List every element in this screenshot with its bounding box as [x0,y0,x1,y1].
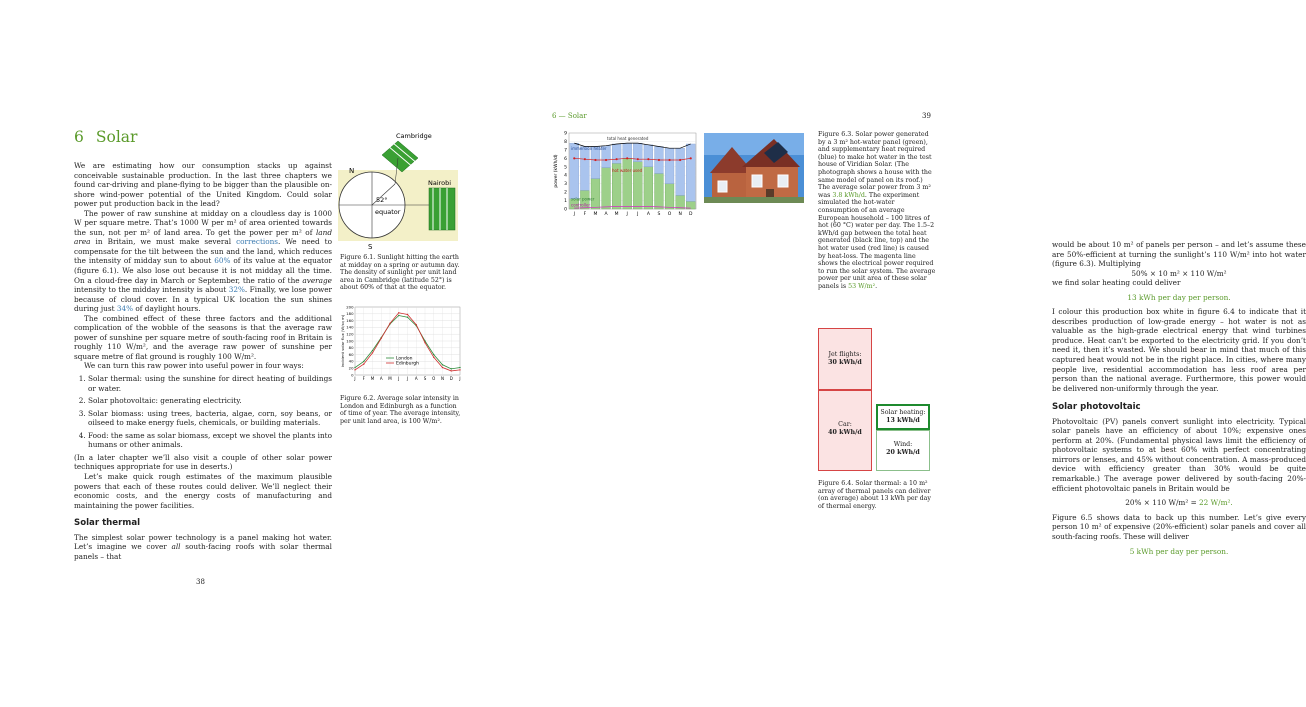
data-point [442,367,443,368]
annotation-label: solar power [571,196,595,202]
x-tick-label: J [459,376,461,381]
x-tick-label: M [388,376,392,381]
x-tick-label: M [614,212,619,217]
chart-y-ticks [346,304,354,377]
caption-value-wm2: 53 W/m² [848,282,876,290]
page-number-left: 38 [196,578,205,586]
y-tick-label: 2 [564,190,567,196]
data-point [573,157,575,159]
bar-immersion-heater [570,143,579,199]
figure-6-3-solar-hot-water-chart [552,129,700,224]
south-label: S [368,243,373,251]
intro-paragraph: We are estimating how our consumption stacks up against conceivable sustainable production. In the last three chapters we found car-driving and plane-flying to be bigger than the plausible on-shore wind-power potential of the United Kingdom. Could solar power put production back in the lead? [74,161,332,209]
y-tick-label: 0 [351,372,354,378]
annotation-label: total heat generated [607,135,649,141]
house-photograph [704,133,804,203]
data-point [605,159,607,161]
data-point [690,157,692,159]
chapter-heading [74,128,137,146]
data-point [389,323,390,324]
solar-heating-box [876,404,930,430]
data-point [354,367,355,368]
list-item: 4. Food: the same as solar biomass, except we shovel the plants into humans or other animals. [88,431,332,450]
left-page [0,0,500,707]
x-tick-label: M [593,212,598,217]
solar-heating-label: Solar heating: [880,409,926,416]
paragraph-could-deliver: we find solar heating could deliver [1052,278,1181,288]
list-item: 1. Solar thermal: using the sunshine for direct heating of buildings or water. [88,374,332,393]
data-point [459,367,460,368]
y-tick-label: 5 [564,165,567,171]
cambridge-label: Cambridge [396,132,432,140]
bar-solar-power [655,174,664,209]
data-point [398,315,399,316]
right-page [500,0,1306,707]
annotation-label: immersion heater [571,145,607,151]
chart-y-label: incident solar flux (W/sq m) [340,314,345,368]
bar-immersion-heater [644,145,653,167]
bar-solar-power [623,158,632,209]
bar-immersion-heater [665,148,674,183]
x-tick-label: J [637,212,639,217]
caption-value-kwh: 3.8 kWh/d [832,191,865,199]
left-body [74,161,332,561]
section-heading-photovoltaic: Solar photovoltaic [1052,402,1141,413]
data-point [626,157,628,159]
paragraph-raw-sunshine: The power of raw sunshine at midday on a cloudless day is 1000 W per square metre. That’s 1000 W per m² of area oriented towards the sun, not per m² of land area. To get the power per m² of land area in Britain, we must make several corrections. We need to compensate for the tilt between the sun and the land, which reduces the intensity of midday sun to about 60% of its value at the equator (figure 6.1). We also lose out because it is not midday all the time. On a cloud-free day in March or September, the ratio of the average intensity to the midday intensity is about 32%. Finally, we lose power because of cloud cover. In a typical UK location the sun shines during just 34% of daylight hours. [74,208,333,314]
data-point [372,350,373,351]
legend-edinburgh: Edinburgh [396,361,419,367]
y-tick-label: 200 [346,304,354,310]
car-label: Car: [838,421,852,428]
data-point [451,368,452,369]
figure-6-3-caption: Figure 6.3. Solar power generated by a 3 m² hot-water panel (green), and supplementary heat required (blue) to make hot water in the test house of Viridian Solar. (The photograph shows a house with the same model of panel on its roof.) The average solar power from 3 m² was 3.8 kWh/d. The experiment simulated the hot-water consumption of an average European household – 100 litres of hot (60 °C) water per day. The 1.5–2 kWh/d gap between the total heat generated (black line, top) and the hot water used (red line) is caused by heat-loss. The magenta line shows the electrical power required to run the solar system. The average power per unit area of these solar panels is 53 W/m². [818,131,936,290]
bar-immersion-heater [686,144,695,201]
x-tick-label: O [667,212,672,217]
bar-immersion-heater [623,143,632,158]
paragraph-figure-6-5: Figure 6.5 shows data to back up this number. Let’s give every person 10 m² of expensive (20%-efficient) solar panels and cover all south-facing roofs. These will deliver [1052,512,1306,541]
y-tick-label: 6 [564,156,567,162]
x-tick-label: N [441,376,444,381]
wind-box [876,430,930,471]
bar-immersion-heater [676,148,685,195]
jet-flights-value: 30 kWh/d [828,359,862,366]
y-tick-label: 40 [348,358,354,364]
bar-immersion-heater [591,147,600,179]
y-tick-label: 8 [564,139,567,145]
y-tick-label: 120 [346,331,354,337]
data-point [381,338,382,339]
cambridge-sun-rays [382,141,418,172]
x-tick-label: A [604,212,608,217]
paragraph-deserts: (In a later chapter we’ll also visit a couple of other solar power techniques appropriate for use in deserts.) [74,452,332,472]
x-tick-label: A [646,212,650,217]
equation-photovoltaic: 20% × 110 W/m² = 22 W/m². [1125,498,1233,508]
wind-label: Wind: [893,441,913,448]
y-tick-label: 3 [564,182,567,188]
y-tick-label: 100 [346,338,354,344]
paragraph-combined-effect: The combined effect of these three factors and the additional complication of the wobble of the seasons is that the average raw power of sunshine per square metre of south-facing roof in Britain is roughly 110 W/m², and the average raw power of sunshine per square metre of flat ground is roughly 100 W/m². [74,313,332,361]
right-body [1052,240,1306,563]
equation-result: 22 W/m². [1199,498,1233,508]
figure-6-1-sun-earth-diagram [338,128,458,253]
chart-x-ticks [573,211,693,217]
x-tick-label: O [432,376,436,381]
data-point [372,352,373,353]
car-value: 40 kWh/d [828,429,862,436]
data-point [363,363,364,364]
paragraph-production-box: I colour this production box white in figure 6.4 to indicate that it describes production of low-grade energy – hot water is not as valuable as the high-grade electrical energy that wind turbines produce. Heat can’t be exported to the electricity grid. If you don’t need it, then it’s wasted. We should bear in mind that much of this captured heat would not be in the right place. In cities, where many people live, residential accommodation has less roof area per person than the national average. Furthermore, this power would be delivered non-uniformly through the year. [1052,307,1306,393]
x-tick-label: J [573,212,575,217]
x-tick-label: A [379,376,383,381]
data-point [354,369,355,370]
bar-solar-power [602,168,611,209]
chapter-title: Solar [95,128,138,146]
chart-y-label: power (kWh/d) [554,154,559,188]
wind-value: 20 kWh/d [886,449,920,456]
pct-60-link[interactable]: 60% [214,256,231,266]
result-solar-heating: 13 kWh per day per person. [1127,292,1231,302]
y-tick-label: 7 [564,148,567,154]
chapter-number: 6 [74,128,84,146]
y-tick-label: 9 [564,131,567,137]
paragraph-photovoltaic: Photovoltaic (PV) panels convert sunlight into electricity. Typical solar panels have an efficiency of about 10%; expensive ones perform at 20%. (Fundamental physical laws limit the efficiency of photovoltaic systems to at best 60% with perfect concentrating mirrors or lenses, and 45% without concentration. A mass-produced device with efficiency greater than 30% would be quite remarkable.) The average power delivered by south-facing 20%-efficient photovoltaic panels in Britain would be [1052,416,1306,493]
data-point [584,158,586,160]
x-tick-label: N [678,212,682,217]
annotation-label: controller [571,202,591,208]
bar-immersion-heater [612,144,621,163]
chart-legend [386,356,419,367]
y-tick-label: 1 [564,199,567,205]
x-tick-label: J [354,376,356,381]
chart-y-ticks [564,131,567,213]
data-point [398,312,399,313]
x-tick-label: J [398,376,400,381]
data-point [451,370,452,371]
x-tick-label: S [423,376,427,381]
angle-label: 52° [376,196,388,204]
north-label: N [349,167,355,175]
annotation-label: hot water used [612,167,643,173]
x-tick-label: M [370,376,375,381]
x-tick-label: J [626,212,628,217]
y-tick-label: 60 [348,351,354,357]
list-item: 3. Solar biomass: using trees, bacteria, algae, corn, soy beans, or oilseed to make energy fuels, chemicals, or building materials. [88,409,332,428]
paragraph-four-ways: We can turn this raw power into useful power in four ways: [84,361,304,371]
data-point [637,158,639,160]
y-tick-label: 4 [564,173,567,179]
solar-heating-value: 13 kWh/d [886,417,920,424]
y-tick-label: 20 [348,365,354,371]
bar-solar-power [591,179,600,209]
chart-x-ticks [353,376,460,381]
data-point [433,354,434,355]
paragraph-estimates: Let’s make quick rough estimates of the maximum plausible powers that each of these routes could deliver. We’ll neglect their economic costs, and the energy costs of manufacturing and maintaining the power facilities. [74,471,332,510]
y-tick-label: 140 [346,324,354,330]
nairobi-label: Nairobi [428,179,452,187]
equator-label: equator [375,208,401,216]
data-point [459,369,460,370]
pct-32-link[interactable]: 32% [228,285,245,295]
running-head: 6 — Solar [552,112,587,120]
legend-london: London [396,356,413,362]
solar-uses-list [74,374,332,450]
paragraph-solar-thermal: The simplest solar power technology is a panel making hot water. Let’s imagine we cover all south-facing roofs with solar thermal panels – that [74,532,332,561]
result-photovoltaic: 5 kWh per day per person. [1129,547,1229,557]
bar-immersion-heater [580,147,589,191]
car-box [818,390,872,471]
figure-6-4-caption: Figure 6.4. Solar thermal: a 10 m² array of thermal panels can deliver (on average) about 13 kWh per day of thermal energy. [818,480,931,510]
jet-flights-box [818,328,872,390]
data-point [407,314,408,315]
equation-solar-heating: 50% × 10 m² × 110 W/m² [1131,268,1227,278]
figure-6-1-caption: Figure 6.1. Sunlight hitting the earth at midday on a spring or autumn day. The density of sunlight per unit land area in Cambridge (latitude 52°) is about 60% of that at the equator. [340,254,460,292]
x-tick-label: S [657,212,661,217]
pct-34-link[interactable]: 34% [116,304,134,314]
data-point [679,159,681,161]
y-tick-label: 160 [346,317,354,323]
bar-solar-power [676,195,685,209]
x-tick-label: D [449,376,453,381]
x-tick-label: J [406,376,409,381]
figure-6-2-caption: Figure 6.2. Average solar intensity in London and Edinburgh as a function of time of year. The average intensity, per unit land area, is 100 W/m². [340,395,461,425]
data-point [407,317,408,318]
bar-solar-power [644,167,653,209]
data-point [363,361,364,362]
data-point [658,159,660,161]
x-tick-label: D [688,212,693,217]
data-point [424,342,425,343]
data-point [433,357,434,358]
data-point [647,158,649,160]
paragraph-panel-area: would be about 10 m² of panels per person – and let’s assume these are 50%-efficient at turning the sunlight’s 110 W/m² into hot water (figure 6.3). Multiplying [1052,240,1306,269]
data-point [442,364,443,365]
section-heading-solar-thermal: Solar thermal [74,518,141,529]
data-point [594,159,596,161]
nairobi-sun-rays [429,188,455,230]
x-tick-label: F [583,212,587,217]
page-number-right: 39 [922,112,931,120]
corrections-link[interactable]: corrections [236,237,279,247]
jet-flights-label: Jet flights: [828,351,862,358]
y-tick-label: 180 [346,311,354,317]
y-tick-label: 0 [564,207,567,213]
x-tick-label: A [414,376,418,381]
figure-6-2-solar-intensity-chart [338,303,464,385]
y-tick-label: 80 [348,345,354,351]
data-point [616,158,618,160]
data-point [668,159,670,161]
list-item: 2. Solar photovoltaic: generating electricity. [88,396,332,406]
bar-solar-power [665,184,674,209]
data-point [416,324,417,325]
x-tick-label: F [362,376,365,381]
